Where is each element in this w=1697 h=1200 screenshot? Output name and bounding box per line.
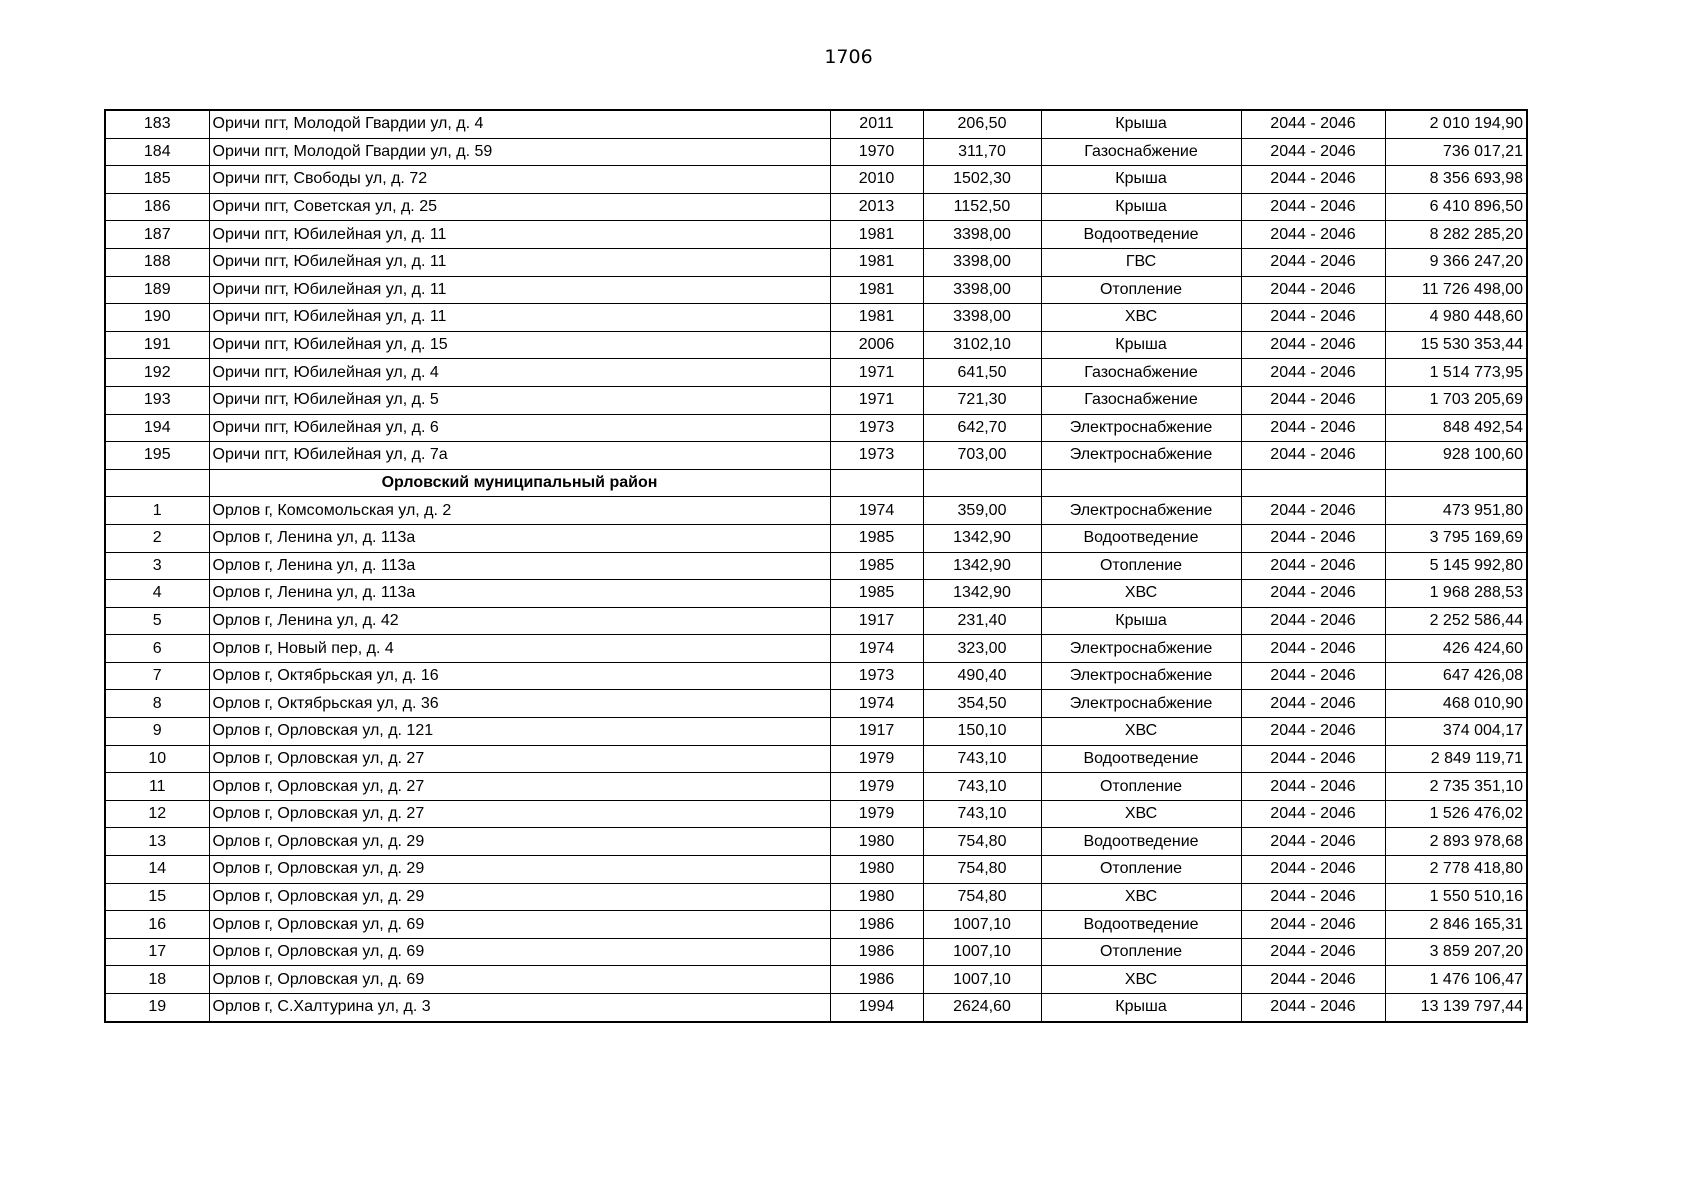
- address-cell: Орлов г, С.Халтурина ул, д. 3: [209, 994, 830, 1022]
- build-year-cell: 1986: [830, 938, 923, 966]
- repair-schedule-table: [104, 109, 1528, 1023]
- build-year-cell: 1985: [830, 552, 923, 580]
- period-cell: 2044 - 2046: [1241, 221, 1385, 249]
- period-cell: 2044 - 2046: [1241, 442, 1385, 470]
- cost-cell: 736 017,21: [1385, 138, 1527, 166]
- table-row: [105, 635, 1527, 663]
- table-row: [105, 497, 1527, 525]
- period-cell: 2044 - 2046: [1241, 662, 1385, 690]
- table-row: [105, 221, 1527, 249]
- address-cell: Орлов г, Орловская ул, д. 27: [209, 773, 830, 801]
- period-cell: 2044 - 2046: [1241, 966, 1385, 994]
- row-number-cell: 8: [105, 690, 209, 718]
- address-cell: Оричи пгт, Юбилейная ул, д. 4: [209, 359, 830, 387]
- table-row: [105, 718, 1527, 746]
- table-row: [105, 856, 1527, 884]
- row-number-cell: 193: [105, 386, 209, 414]
- build-year-cell: 1973: [830, 414, 923, 442]
- cost-cell: 3 795 169,69: [1385, 524, 1527, 552]
- period-cell: 2044 - 2046: [1241, 580, 1385, 608]
- row-number-cell: 17: [105, 938, 209, 966]
- period-cell: 2044 - 2046: [1241, 635, 1385, 663]
- row-number-cell: 9: [105, 718, 209, 746]
- cost-cell: 13 139 797,44: [1385, 994, 1527, 1022]
- period-cell: 2044 - 2046: [1241, 718, 1385, 746]
- area-cell: 3398,00: [923, 304, 1041, 332]
- area-cell: 703,00: [923, 442, 1041, 470]
- area-cell: 641,50: [923, 359, 1041, 387]
- table-row: [105, 442, 1527, 470]
- empty-cell: [105, 469, 209, 497]
- period-cell: 2044 - 2046: [1241, 552, 1385, 580]
- area-cell: 3398,00: [923, 221, 1041, 249]
- cost-cell: 2 893 978,68: [1385, 828, 1527, 856]
- address-cell: Оричи пгт, Юбилейная ул, д. 5: [209, 386, 830, 414]
- row-number-cell: 11: [105, 773, 209, 801]
- cost-cell: 1 968 288,53: [1385, 580, 1527, 608]
- cost-cell: 8 356 693,98: [1385, 166, 1527, 194]
- table-row: [105, 662, 1527, 690]
- area-cell: 642,70: [923, 414, 1041, 442]
- work-type-cell: ГВС: [1041, 248, 1241, 276]
- cost-cell: 9 366 247,20: [1385, 248, 1527, 276]
- page-number: 1706: [824, 46, 873, 68]
- work-type-cell: Водоотведение: [1041, 745, 1241, 773]
- row-number-cell: 190: [105, 304, 209, 332]
- area-cell: 1342,90: [923, 524, 1041, 552]
- cost-cell: 15 530 353,44: [1385, 331, 1527, 359]
- work-type-cell: Отопление: [1041, 856, 1241, 884]
- cost-cell: 647 426,08: [1385, 662, 1527, 690]
- area-cell: 311,70: [923, 138, 1041, 166]
- section-title-cell: Орловский муниципальный район: [209, 469, 830, 497]
- work-type-cell: Электроснабжение: [1041, 497, 1241, 525]
- table-row: [105, 994, 1527, 1022]
- row-number-cell: 192: [105, 359, 209, 387]
- row-number-cell: 18: [105, 966, 209, 994]
- work-type-cell: Отопление: [1041, 276, 1241, 304]
- table-row: [105, 166, 1527, 194]
- address-cell: Орлов г, Орловская ул, д. 69: [209, 938, 830, 966]
- table-row: [105, 414, 1527, 442]
- row-number-cell: 186: [105, 193, 209, 221]
- build-year-cell: 1981: [830, 276, 923, 304]
- area-cell: 323,00: [923, 635, 1041, 663]
- period-cell: 2044 - 2046: [1241, 166, 1385, 194]
- period-cell: 2044 - 2046: [1241, 414, 1385, 442]
- row-number-cell: 6: [105, 635, 209, 663]
- period-cell: 2044 - 2046: [1241, 911, 1385, 939]
- build-year-cell: 2011: [830, 110, 923, 138]
- work-type-cell: Газоснабжение: [1041, 138, 1241, 166]
- row-number-cell: 2: [105, 524, 209, 552]
- area-cell: 743,10: [923, 745, 1041, 773]
- table-row: [105, 331, 1527, 359]
- row-number-cell: 1: [105, 497, 209, 525]
- cost-cell: 2 252 586,44: [1385, 607, 1527, 635]
- area-cell: 1007,10: [923, 938, 1041, 966]
- area-cell: 743,10: [923, 800, 1041, 828]
- row-number-cell: 194: [105, 414, 209, 442]
- cost-cell: 2 778 418,80: [1385, 856, 1527, 884]
- row-number-cell: 3: [105, 552, 209, 580]
- work-type-cell: Электроснабжение: [1041, 690, 1241, 718]
- address-cell: Орлов г, Орловская ул, д. 69: [209, 966, 830, 994]
- address-cell: Орлов г, Ленина ул, д. 42: [209, 607, 830, 635]
- row-number-cell: 185: [105, 166, 209, 194]
- build-year-cell: 1980: [830, 828, 923, 856]
- build-year-cell: 1981: [830, 304, 923, 332]
- address-cell: Оричи пгт, Свободы ул, д. 72: [209, 166, 830, 194]
- empty-cell: [1385, 469, 1527, 497]
- empty-cell: [923, 469, 1041, 497]
- build-year-cell: 1973: [830, 442, 923, 470]
- work-type-cell: Электроснабжение: [1041, 442, 1241, 470]
- address-cell: Орлов г, Орловская ул, д. 27: [209, 745, 830, 773]
- period-cell: 2044 - 2046: [1241, 193, 1385, 221]
- row-number-cell: 191: [105, 331, 209, 359]
- build-year-cell: 1917: [830, 718, 923, 746]
- address-cell: Орлов г, Орловская ул, д. 27: [209, 800, 830, 828]
- table-row: [105, 138, 1527, 166]
- period-cell: 2044 - 2046: [1241, 745, 1385, 773]
- period-cell: 2044 - 2046: [1241, 110, 1385, 138]
- address-cell: Орлов г, Орловская ул, д. 69: [209, 911, 830, 939]
- area-cell: 754,80: [923, 856, 1041, 884]
- work-type-cell: ХВС: [1041, 718, 1241, 746]
- area-cell: 721,30: [923, 386, 1041, 414]
- work-type-cell: Газоснабжение: [1041, 359, 1241, 387]
- address-cell: Орлов г, Октябрьская ул, д. 36: [209, 690, 830, 718]
- address-cell: Оричи пгт, Юбилейная ул, д. 7а: [209, 442, 830, 470]
- row-number-cell: 189: [105, 276, 209, 304]
- address-cell: Орлов г, Комсомольская ул, д. 2: [209, 497, 830, 525]
- cost-cell: 426 424,60: [1385, 635, 1527, 663]
- table-row: [105, 193, 1527, 221]
- build-year-cell: 1970: [830, 138, 923, 166]
- build-year-cell: 1973: [830, 662, 923, 690]
- cost-cell: 374 004,17: [1385, 718, 1527, 746]
- address-cell: Орлов г, Новый пер, д. 4: [209, 635, 830, 663]
- table-row: [105, 276, 1527, 304]
- work-type-cell: ХВС: [1041, 800, 1241, 828]
- work-type-cell: Водоотведение: [1041, 911, 1241, 939]
- row-number-cell: 13: [105, 828, 209, 856]
- area-cell: 359,00: [923, 497, 1041, 525]
- build-year-cell: 2006: [830, 331, 923, 359]
- period-cell: 2044 - 2046: [1241, 248, 1385, 276]
- period-cell: 2044 - 2046: [1241, 607, 1385, 635]
- row-number-cell: 14: [105, 856, 209, 884]
- period-cell: 2044 - 2046: [1241, 524, 1385, 552]
- cost-cell: 11 726 498,00: [1385, 276, 1527, 304]
- work-type-cell: Водоотведение: [1041, 524, 1241, 552]
- work-type-cell: ХВС: [1041, 304, 1241, 332]
- area-cell: 3398,00: [923, 248, 1041, 276]
- row-number-cell: 5: [105, 607, 209, 635]
- row-number-cell: 4: [105, 580, 209, 608]
- build-year-cell: 1971: [830, 359, 923, 387]
- table-body: [105, 110, 1527, 1022]
- row-number-cell: 187: [105, 221, 209, 249]
- period-cell: 2044 - 2046: [1241, 276, 1385, 304]
- period-cell: 2044 - 2046: [1241, 386, 1385, 414]
- period-cell: 2044 - 2046: [1241, 359, 1385, 387]
- cost-cell: 6 410 896,50: [1385, 193, 1527, 221]
- row-number-cell: 19: [105, 994, 209, 1022]
- build-year-cell: 1980: [830, 883, 923, 911]
- cost-cell: 928 100,60: [1385, 442, 1527, 470]
- work-type-cell: Отопление: [1041, 938, 1241, 966]
- area-cell: 1342,90: [923, 580, 1041, 608]
- area-cell: 231,40: [923, 607, 1041, 635]
- cost-cell: 468 010,90: [1385, 690, 1527, 718]
- cost-cell: 1 514 773,95: [1385, 359, 1527, 387]
- work-type-cell: Газоснабжение: [1041, 386, 1241, 414]
- cost-cell: 5 145 992,80: [1385, 552, 1527, 580]
- table-row: [105, 911, 1527, 939]
- build-year-cell: 1974: [830, 690, 923, 718]
- build-year-cell: 1994: [830, 994, 923, 1022]
- address-cell: Орлов г, Орловская ул, д. 121: [209, 718, 830, 746]
- work-type-cell: ХВС: [1041, 883, 1241, 911]
- area-cell: 354,50: [923, 690, 1041, 718]
- area-cell: 1502,30: [923, 166, 1041, 194]
- empty-cell: [1241, 469, 1385, 497]
- row-number-cell: 7: [105, 662, 209, 690]
- cost-cell: 2 735 351,10: [1385, 773, 1527, 801]
- table-row: [105, 773, 1527, 801]
- work-type-cell: Крыша: [1041, 193, 1241, 221]
- build-year-cell: 1985: [830, 580, 923, 608]
- area-cell: 3398,00: [923, 276, 1041, 304]
- work-type-cell: Водоотведение: [1041, 828, 1241, 856]
- area-cell: 206,50: [923, 110, 1041, 138]
- period-cell: 2044 - 2046: [1241, 497, 1385, 525]
- work-type-cell: Крыша: [1041, 110, 1241, 138]
- table-row: [105, 800, 1527, 828]
- table-row: [105, 386, 1527, 414]
- build-year-cell: 1979: [830, 773, 923, 801]
- address-cell: Оричи пгт, Юбилейная ул, д. 6: [209, 414, 830, 442]
- table-row: [105, 690, 1527, 718]
- work-type-cell: Электроснабжение: [1041, 662, 1241, 690]
- table-row: [105, 883, 1527, 911]
- work-type-cell: Отопление: [1041, 773, 1241, 801]
- cost-cell: 2 849 119,71: [1385, 745, 1527, 773]
- area-cell: 754,80: [923, 828, 1041, 856]
- address-cell: Оричи пгт, Юбилейная ул, д. 11: [209, 248, 830, 276]
- build-year-cell: 1979: [830, 745, 923, 773]
- address-cell: Оричи пгт, Юбилейная ул, д. 11: [209, 276, 830, 304]
- address-cell: Орлов г, Орловская ул, д. 29: [209, 828, 830, 856]
- table-row: [105, 966, 1527, 994]
- table-row: [105, 304, 1527, 332]
- build-year-cell: 1979: [830, 800, 923, 828]
- row-number-cell: 12: [105, 800, 209, 828]
- period-cell: 2044 - 2046: [1241, 994, 1385, 1022]
- address-cell: Орлов г, Ленина ул, д. 113а: [209, 524, 830, 552]
- work-type-cell: Электроснабжение: [1041, 635, 1241, 663]
- period-cell: 2044 - 2046: [1241, 690, 1385, 718]
- build-year-cell: 2013: [830, 193, 923, 221]
- period-cell: 2044 - 2046: [1241, 883, 1385, 911]
- build-year-cell: 1981: [830, 248, 923, 276]
- row-number-cell: 195: [105, 442, 209, 470]
- area-cell: 3102,10: [923, 331, 1041, 359]
- build-year-cell: 1917: [830, 607, 923, 635]
- address-cell: Орлов г, Ленина ул, д. 113а: [209, 552, 830, 580]
- work-type-cell: ХВС: [1041, 580, 1241, 608]
- section-header-row: [105, 469, 1527, 497]
- cost-cell: 2 846 165,31: [1385, 911, 1527, 939]
- address-cell: Оричи пгт, Молодой Гвардии ул, д. 59: [209, 138, 830, 166]
- area-cell: 1007,10: [923, 966, 1041, 994]
- row-number-cell: 184: [105, 138, 209, 166]
- period-cell: 2044 - 2046: [1241, 304, 1385, 332]
- period-cell: 2044 - 2046: [1241, 938, 1385, 966]
- address-cell: Оричи пгт, Молодой Гвардии ул, д. 4: [209, 110, 830, 138]
- cost-cell: 2 010 194,90: [1385, 110, 1527, 138]
- build-year-cell: 1986: [830, 911, 923, 939]
- table-row: [105, 110, 1527, 138]
- period-cell: 2044 - 2046: [1241, 138, 1385, 166]
- work-type-cell: ХВС: [1041, 966, 1241, 994]
- work-type-cell: Крыша: [1041, 331, 1241, 359]
- cost-cell: 1 476 106,47: [1385, 966, 1527, 994]
- address-cell: Оричи пгт, Юбилейная ул, д. 11: [209, 304, 830, 332]
- table-row: [105, 607, 1527, 635]
- build-year-cell: 1985: [830, 524, 923, 552]
- cost-cell: 848 492,54: [1385, 414, 1527, 442]
- period-cell: 2044 - 2046: [1241, 800, 1385, 828]
- area-cell: 1152,50: [923, 193, 1041, 221]
- build-year-cell: 1974: [830, 497, 923, 525]
- area-cell: 150,10: [923, 718, 1041, 746]
- area-cell: 1342,90: [923, 552, 1041, 580]
- table-row: [105, 580, 1527, 608]
- address-cell: Орлов г, Ленина ул, д. 113а: [209, 580, 830, 608]
- table-row: [105, 359, 1527, 387]
- period-cell: 2044 - 2046: [1241, 856, 1385, 884]
- table-row: [105, 745, 1527, 773]
- area-cell: 1007,10: [923, 911, 1041, 939]
- table-row: [105, 828, 1527, 856]
- work-type-cell: Отопление: [1041, 552, 1241, 580]
- empty-cell: [1041, 469, 1241, 497]
- cost-cell: 1 550 510,16: [1385, 883, 1527, 911]
- cost-cell: 8 282 285,20: [1385, 221, 1527, 249]
- address-cell: Оричи пгт, Юбилейная ул, д. 15: [209, 331, 830, 359]
- address-cell: Орлов г, Октябрьская ул, д. 16: [209, 662, 830, 690]
- row-number-cell: 10: [105, 745, 209, 773]
- cost-cell: 4 980 448,60: [1385, 304, 1527, 332]
- row-number-cell: 16: [105, 911, 209, 939]
- table-row: [105, 248, 1527, 276]
- work-type-cell: Крыша: [1041, 994, 1241, 1022]
- build-year-cell: 1971: [830, 386, 923, 414]
- area-cell: 490,40: [923, 662, 1041, 690]
- address-cell: Орлов г, Орловская ул, д. 29: [209, 856, 830, 884]
- table-row: [105, 552, 1527, 580]
- address-cell: Оричи пгт, Юбилейная ул, д. 11: [209, 221, 830, 249]
- area-cell: 2624,60: [923, 994, 1041, 1022]
- work-type-cell: Крыша: [1041, 607, 1241, 635]
- row-number-cell: 188: [105, 248, 209, 276]
- period-cell: 2044 - 2046: [1241, 828, 1385, 856]
- build-year-cell: 1986: [830, 966, 923, 994]
- cost-cell: 3 859 207,20: [1385, 938, 1527, 966]
- cost-cell: 1 526 476,02: [1385, 800, 1527, 828]
- area-cell: 743,10: [923, 773, 1041, 801]
- period-cell: 2044 - 2046: [1241, 773, 1385, 801]
- table-row: [105, 524, 1527, 552]
- row-number-cell: 15: [105, 883, 209, 911]
- period-cell: 2044 - 2046: [1241, 331, 1385, 359]
- work-type-cell: Электроснабжение: [1041, 414, 1241, 442]
- build-year-cell: 1980: [830, 856, 923, 884]
- address-cell: Орлов г, Орловская ул, д. 29: [209, 883, 830, 911]
- table-row: [105, 938, 1527, 966]
- build-year-cell: 1974: [830, 635, 923, 663]
- work-type-cell: Водоотведение: [1041, 221, 1241, 249]
- address-cell: Оричи пгт, Советская ул, д. 25: [209, 193, 830, 221]
- build-year-cell: 1981: [830, 221, 923, 249]
- build-year-cell: 2010: [830, 166, 923, 194]
- cost-cell: 473 951,80: [1385, 497, 1527, 525]
- work-type-cell: Крыша: [1041, 166, 1241, 194]
- row-number-cell: 183: [105, 110, 209, 138]
- area-cell: 754,80: [923, 883, 1041, 911]
- empty-cell: [830, 469, 923, 497]
- cost-cell: 1 703 205,69: [1385, 386, 1527, 414]
